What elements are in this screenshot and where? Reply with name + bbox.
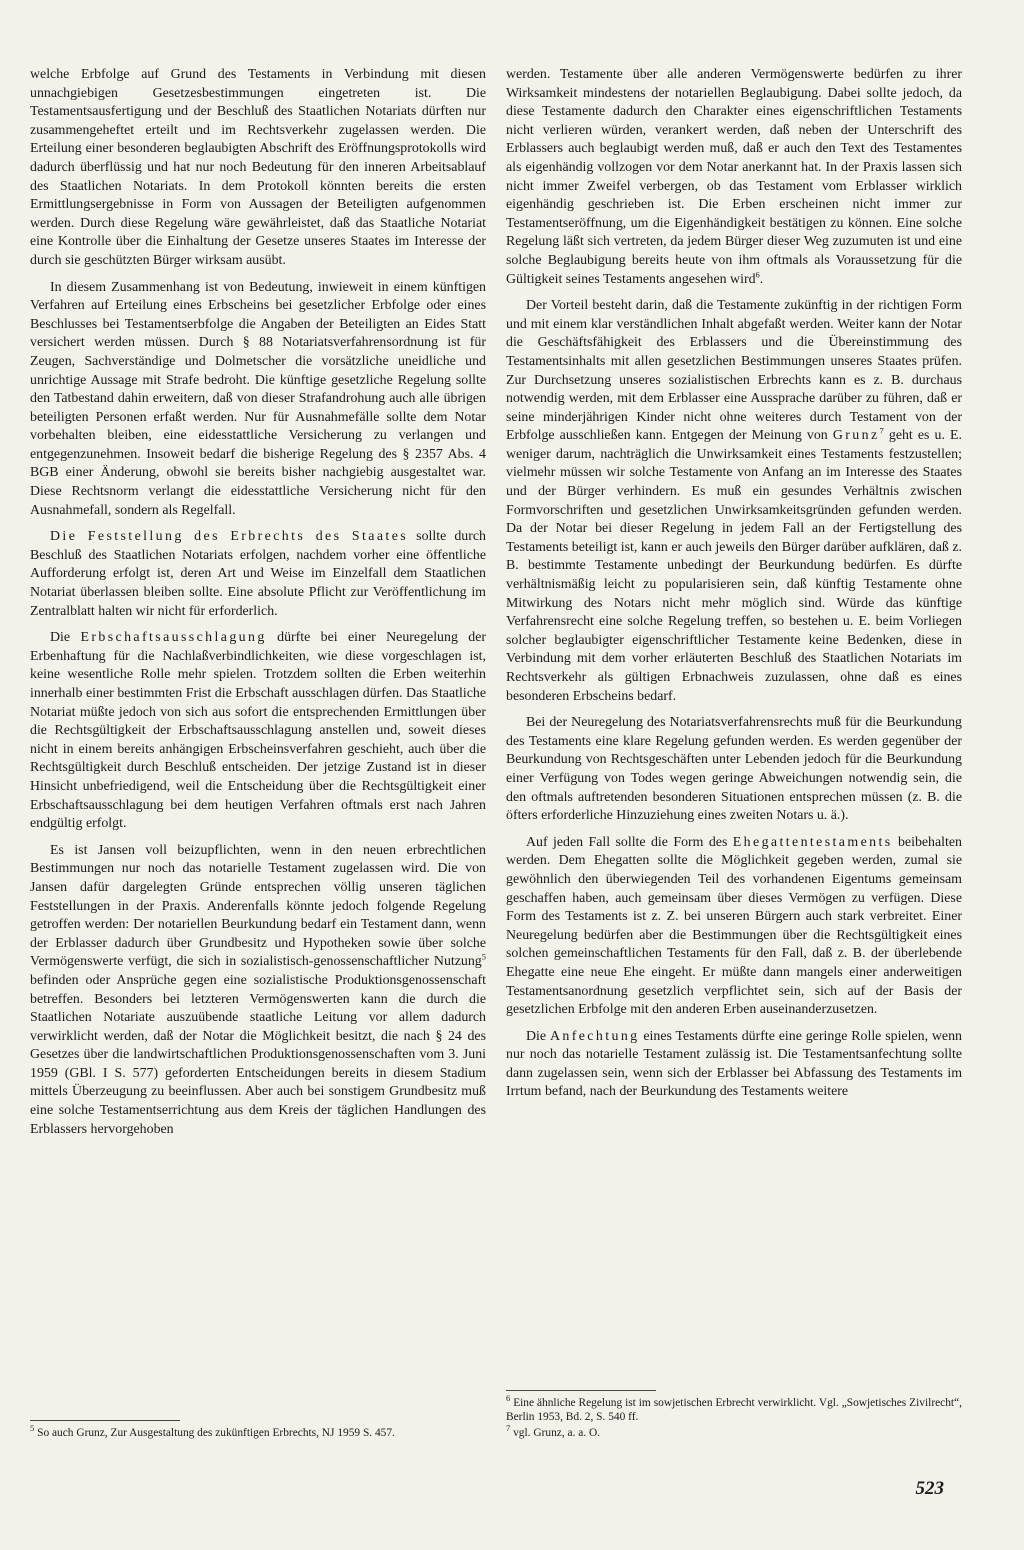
paragraph: In diesem Zusammenhang ist von Bedeutung, inwieweit in einem künftigen Verfahren auf Erteilung eines Erbscheins bei gesetzlicher Erbfolge oder eines Beschlusses bei Testamentserbfolge die Angaben der Beteiligten an Eides Statt versichert werden müssen. Durch § 88 Notariatsverfahrensordnung ist für Zeugen, Sachverständige und Dolmetscher die vorsätzliche uneidliche und unrichtige Aussage mit Strafe bedroht. Die künftige gesetzliche Regelung sollte den Tatbestand dahin erweitern, daß von dieser Strafandrohung auch alle übrigen beteiligten Personen erfaßt werden. Nur für Ausnahmefälle sollte dem Notar vorbehalten bleiben, eine eidesstattliche Versicherung zu verlangen und entgegenzunehmen. Insoweit bedarf die bisherige Regelung des § 2357 Abs. 4 BGB einer Änderung, obwohl sie bereits bisher nachgiebig ausgestaltet war. Diese Rechtsnorm verlangt die eidesstattliche Versicherung nicht für den Ausnahmefall, sondern als Regelfall.	[30, 279, 486, 518]
paragraph: Die Anfechtung eines Testaments dürfte eine geringe Rolle spielen, wenn nur noch das notarielle Testament zulässig ist. Die Testamentsanfechtung sollte dann zugelassen sein, wenn sich der Erblasser bei Abfassung des Testaments im Irrtum befand, nach der Beurkundung des Testaments weitere	[506, 1028, 962, 1100]
spaced-term: Anfechtung	[549, 1028, 640, 1044]
paragraph: Es ist Jansen voll beizupflichten, wenn in den neuen erbrechtlichen Bestimmungen nur noch das notarielle Testament zugelassen wird. Die von Jansen dafür dargelegten Gründe entsprechen völlig unseren täglichen Feststellungen in der Praxis. Anderenfalls könnte jedoch folgende Regelung getroffen werden: Der notariellen Beurkundung bedarf ein Testament dann, wenn der Erblasser dadurch über Grundbesitz und Hypotheken sowie über solche Vermögenswerte verfügt, die sich in sozialistisch-genossenschaftlicher Nutzung$^5$ befinden oder Ansprüche gegen eine sozialistische Produktionsgenossenschaft betreffen. Besonders bei letzteren Vermögenswerten kann die durch die Staatlichen Notariate auszuübende staatliche Leitung vor allem dadurch verwirklicht werden, daß der Notar die Möglichkeit besitzt, die nach § 24 des Gesetzes über die landwirtschaftlichen Produktionsgenossenschaften vom 3. Juni 1959 (GBl. I S. 577) geforderten Entscheidungen bereits in diesem Stadium mittels Überzeugung zu beeinflussen. Aber auch bei sonstigem Grundbesitz muß eine solche Testamentserrichtung aus dem Kreis der täglichen Handlungen des Erblassers hervorgehoben	[30, 842, 486, 1137]
paragraph: Bei der Neuregelung des Notariatsverfahrensrechts muß für die Beurkundung des Testaments eine klare Regelung gefunden werden. Es werden gegenüber der Beurkundung von Rechtsgeschäften unter Lebenden jedoch für die Beurkundung einer Verfügung von Todes wegen geringe Abweichungen notwendig sein, die den oftmals auftretenden besonderen Situationen entsprechen müssen (z. B. die öfters erforderliche Hinzuziehung eines zweiten Notars u. ä.).	[506, 715, 962, 824]
paragraph: Auf jeden Fall sollte die Form des Ehegattentestaments beibehalten werden. Dem Ehegatten sollte die Möglichkeit gegeben werden, zumal sie gewöhnlich den überwiegenden Teil des vorhandenen Eigentums gemeinsam geschaffen haben, auch gemeinsam über dieses Vermögen zu verfügen. Diese Form des Testaments ist z. Z. bei unseren Bürgern auch stark verbreitet. Einer Neuregelung bedürfen aber die Bestimmungen über die Rechtsgültigkeit eines solchen gemeinschaftlichen Testaments für den Fall, daß z. B. der überlebende Ehegatte eine neue Ehe eingeht. Er müßte dann mangels einer anderweitigen Testamentsanordnung gesetzlich verpflichtet sein, sich auf der Basis der gesetzlichen Erbfolge mit den anderen Erben auseinanderzusetzen.	[506, 834, 962, 1018]
paragraph: Die Feststellung des Erbrechts des Staates sollte durch Beschluß des Staatlichen Notariats erfolgen, nachdem vorher eine öffentliche Aufforderung erfolgt ist, deren Art und Weise im Einzelfall dem Staatlichen Notariat überlassen bleiben sollte. Eine absolute Pflicht zur Veröffentlichung im Zentralblatt halten wir nicht für erforderlich.	[30, 529, 486, 619]
paragraph: Der Vorteil besteht darin, daß die Testamente zukünftig in der richtigen Form und mit einem klar verständlichen Inhalt abgefaßt werden. Weiter kann der Notar die Geschäftsfähigkeit des Erblassers und die Übereinstimmung des Testamentsinhalts mit allen gesetzlichen Bestimmungen unseres Staates prüfen. Zur Durchsetzung unseres sozialistischen Erbrechts kann es z. B. durchaus notwendig werden, mit dem Erblasser eine Aussprache darüber zu führen, daß er seine minderjährigen Kinder nicht ohne weiteres durch Testament von der Erbfolge ausschließen kann. Entgegen der Meinung von Grunz$^7$ geht es u. E. weniger darum, nachträglich die Unwirksamkeit eines Testaments festzustellen; vielmehr müssen wir solche Testamente von Anfang an im Interesse des Staates und der Bürger verhindern. Es muß ein gesundes Verhältnis zwischen Formvorschriften und gesetzlichen Unwirksamkeitsgründen gefunden werden. Da der Notar bei dieser Regelung in jedem Fall an der Fertigstellung des Testaments beteiligt ist, kann er auch jeweils den Bürger darüber aufklären, daß z. B. bestimmte Testamente unbedingt der Beurkundung bedürfen. Es dürfte verhältnismäßig leicht zu popularisieren sein, daß künftig Testamente ohne Mitwirkung des Notars nicht mehr möglich sind. Würde das künftige Verfahrensrecht eine solche Regelung treffen, so bestehen u. E. beim Vorliegen solcher beglaubigter eigenschriftlicher Testamente keine Bedenken, diese in Verbindung mit dem vorher erläuterten Beschluß des Staatlichen Notariats im Rechtsverkehr als gültigen Erbnachweis zuzulassen, ohne daß es eines besonderen Erbscheins bedarf.	[506, 298, 962, 704]
footnote-rule	[30, 1420, 180, 1421]
footnote-ref: 6	[755, 268, 760, 279]
footnote-rule	[506, 1390, 656, 1391]
paragraph: welche Erbfolge auf Grund des Testaments in Verbindung mit diesen unnachgiebigen Gesetzesbestimmungen eingetreten ist. Die Testamentsausfertigung und der Beschluß des Staatlichen Notariats dürften nur zusammengeheftet erteilt und im Rechtsverkehr zugelassen werden. Die Erteilung einer besonderen beglaubigten Abschrift des Eröffnungsprotokolls wird dadurch überflüssig und hat nur noch Bedeutung für den inneren Arbeitsablauf des Staatlichen Notariats. In dem Protokoll könnten bereits die ersten Ermittlungsergebnisse in Form von Aussagen der Beteiligten aufgenommen werden. Durch diese Regelung wäre gewährleistet, daß das Staatliche Notariat eine Kontrolle über die Einhaltung der Gesetze unseres Staates im Interesse der durch sie geschützten Bürger wirksam ausübt.	[30, 67, 486, 268]
spaced-term: Die Feststellung des Erbrechts des Staates	[50, 529, 409, 545]
right-column	[506, 66, 962, 1110]
footnote-6: $^6$ Eine ähnliche Regelung ist im sowjetischen Erbrecht verwirklicht. Vgl. „Sowjetisches Zivilrecht“, Berlin 1953, Bd. 2, S. 540 ff.	[506, 1393, 962, 1423]
footnotes-left	[30, 1420, 486, 1442]
footnote-ref: 5	[481, 951, 486, 962]
spaced-name: Grunz	[832, 428, 880, 444]
paragraph: werden. Testamente über alle anderen Vermögenswerte bedürfen zu ihrer Wirksamkeit mindestens der notariellen Beglaubigung. Dabei sollte jedoch, da diese Testamente dadurch den Charakter eines eigenschriftlichen Testaments nicht verlieren würden, verankert werden, daß neben der Unterschrift des Erblassers auch beglaubigt werden muß, daß er auch den Text des Testamentes als eigenhändig vollzogen vor dem Notar anerkannt hat. In der Praxis lassen sich nicht immer Zweifel verbergen, ob das Testament vom Erblasser wirklich eigenhändig geschrieben ist. Die Erben erscheinen nicht immer zur Testamentseröffnung, um die Eigenhändigkeit bestätigen zu können. Eine solche Regelung läßt sich vertreten, da jedem Bürger dieser Weg zuzumuten ist und eine solche Beglaubigung bereits heute von ihm oftmals als Voraussetzung für die Gültigkeit seines Testaments angesehen wird$^6$.	[506, 67, 962, 287]
footnotes-right	[506, 1390, 962, 1442]
paragraph: Die Erbschaftsausschlagung dürfte bei einer Neuregelung der Erbenhaftung für die Nachlaßverbindlichkeiten, wie diese vorgeschlagen ist, keine wesentliche Rolle mehr spielen. Trotzdem sollten die Erben weiterhin innerhalb einer bestimmten Frist die Erbschaft ausschlagen dürfen. Das Staatliche Notariat müßte jedoch von sich aus sofort die entsprechenden Ermittlungen über die Rechtsgültigkeit der Erbschaftsausschlagung anstellen und, soweit dieses nicht in einem bereits anhängigen Erbscheinsverfahren geschieht, auch über die Rechtsgültigkeit durch Beschluß entscheiden. Der jetzige Zustand ist in dieser Hinsicht unbefriedigend, weil die Entscheidung über die Rechtsgültigkeit einer Erbschaftsausschlagung bei dem heutigen Verfahren oftmals erst nach Jahren endgültig erfolgt.	[30, 630, 487, 832]
left-column	[30, 66, 486, 1147]
footnote-ref: 7	[879, 425, 884, 436]
page-number: 523	[915, 1478, 944, 1499]
spaced-term: Erbschaftsausschlagung	[80, 630, 267, 646]
footnote-7: $^7$ vgl. Grunz, a. a. O.	[506, 1423, 601, 1439]
footnote-5: $^5$ So auch Grunz, Zur Ausgestaltung des zukünftigen Erbrechts, NJ 1959 S. 457.	[30, 1423, 395, 1439]
spaced-term: Ehegattentestaments	[732, 834, 893, 850]
